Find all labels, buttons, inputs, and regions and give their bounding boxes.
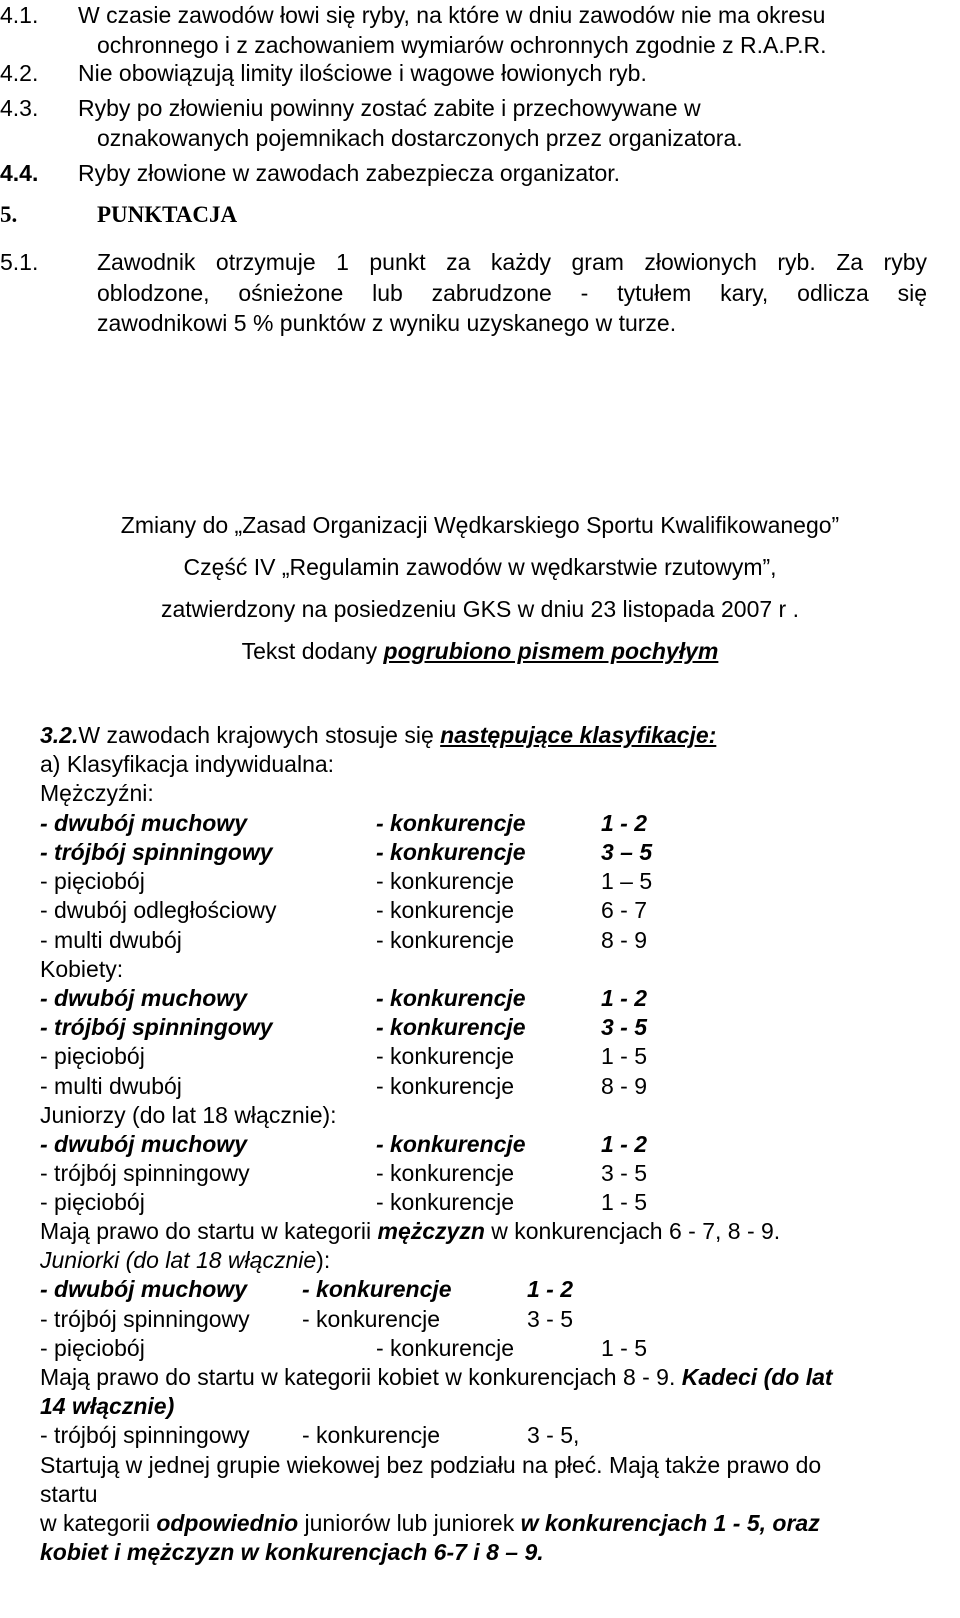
changes-prefix: Tekst dodany xyxy=(241,638,384,664)
changes-line-2: Część IV „Regulamin zawodów w wędkarstwie rzutowym”, xyxy=(183,554,777,580)
note-text: Mają prawo do startu w kategorii xyxy=(40,1218,378,1244)
cadets-row xyxy=(0,1420,960,1450)
juniors-label: Juniorzy (do lat 18 włącznie): xyxy=(40,1102,337,1128)
final-line-4: kobiet i mężczyzn w konkurencjach 6-7 i 8 – 9. xyxy=(40,1539,544,1565)
changes-emphasis: pogrubiono pismem pochyłym xyxy=(383,638,719,664)
cadets-heading-continuation: 14 włącznie) xyxy=(40,1393,175,1419)
competition-range: 1 - 2 xyxy=(601,1131,648,1157)
juniorki-label xyxy=(40,1245,330,1275)
competition-range: 1 - 2 xyxy=(601,985,648,1011)
discipline-name: - multi dwubój xyxy=(40,927,182,953)
item-5-1-line-1: Zawodnik otrzymuje 1 punkt za każdy gram złowionych ryb. Za ryby xyxy=(97,249,927,275)
changes-line-3: zatwierdzony na posiedzeniu GKS w dniu 23 listopada 2007 r . xyxy=(160,596,799,622)
competition-range: 1 - 5 xyxy=(601,1335,648,1361)
competition-range: 3 - 5 xyxy=(601,1014,648,1040)
note-emphasis: mężczyzn xyxy=(377,1218,485,1244)
final-emphasis: odpowiednio xyxy=(156,1510,299,1536)
item-number: 4.3. xyxy=(0,95,39,121)
discipline-name: - dwubój muchowy xyxy=(40,985,247,1011)
juniorki-row xyxy=(0,1274,960,1304)
competition-range: 8 - 9 xyxy=(601,1073,648,1099)
competition-label: - konkurencje xyxy=(376,1335,515,1361)
classification-subtitle: a) Klasyfikacja indywidualna: xyxy=(40,751,335,777)
section-title: PUNKTACJA xyxy=(97,202,238,227)
men-label: Mężczyźni: xyxy=(40,780,154,806)
competition-label: - konkurencje xyxy=(376,897,515,923)
item-number: 4.1. xyxy=(0,2,39,28)
women-row xyxy=(0,1041,960,1071)
label-text: Juniorki (do lat 18 włą xyxy=(40,1247,263,1273)
discipline-name: - pięciobój xyxy=(40,1189,145,1215)
discipline-name: - pięciobój xyxy=(40,868,145,894)
discipline-name: - trójbój spinningowy xyxy=(40,1422,250,1448)
men-row xyxy=(0,808,960,838)
juniorki-row xyxy=(0,1304,960,1334)
competition-label: - konkurencje xyxy=(376,927,515,953)
item-number: 4.2. xyxy=(0,60,39,86)
competition-range: 8 - 9 xyxy=(601,927,648,953)
final-line-3 xyxy=(40,1508,820,1538)
women-row xyxy=(0,983,960,1013)
women-row xyxy=(0,1012,960,1042)
men-row xyxy=(0,925,960,955)
discipline-name: - multi dwubój xyxy=(40,1073,182,1099)
section-number: 5. xyxy=(0,202,18,227)
label-text: cznie xyxy=(262,1247,317,1273)
competition-range: 3 - 5 xyxy=(527,1306,574,1332)
rule-3-2-heading xyxy=(40,720,716,750)
competition-range: 6 - 7 xyxy=(601,897,648,923)
item-text: W czasie zawodów łowi się ryby, na które w dniu zawodów nie ma okresu xyxy=(78,2,826,28)
competition-label: - konkurencje xyxy=(376,985,526,1011)
final-emphasis: w konkurencjach 1 - 5, oraz xyxy=(520,1510,820,1536)
juniors-row xyxy=(0,1129,960,1159)
competition-label: - konkurencje xyxy=(376,810,526,836)
discipline-name: - pięciobój xyxy=(40,1335,145,1361)
competition-range: 1 - 5 xyxy=(601,1189,648,1215)
discipline-name: - dwubój muchowy xyxy=(40,810,247,836)
competition-range: 3 - 5, xyxy=(527,1422,580,1448)
final-line-1: Startują w jednej grupie wiekowej bez podziału na płeć. Mają także prawo do xyxy=(40,1452,822,1478)
competition-range: 1 - 2 xyxy=(601,810,648,836)
rule-number: 3.2. xyxy=(40,722,79,748)
changes-line-1: Zmiany do „Zasad Organizacji Wędkarskiego Sportu Kwalifikowanego” xyxy=(120,512,840,538)
competition-range: 1 – 5 xyxy=(601,868,653,894)
discipline-name: - trójbój spinningowy xyxy=(40,1306,250,1332)
men-row xyxy=(0,895,960,925)
discipline-name: - trójbój spinningowy xyxy=(40,1014,273,1040)
competition-range: 3 - 5 xyxy=(601,1160,648,1186)
competition-range: 1 - 5 xyxy=(601,1043,648,1069)
item-text: Nie obowiązują limity ilościowe i wagowe łowionych ryb. xyxy=(78,60,647,86)
item-text: Ryby złowione w zawodach zabezpiecza organizator. xyxy=(78,160,621,186)
juniors-row xyxy=(0,1187,960,1217)
item-text-continuation: ochronnego i z zachowaniem wymiarów ochronnych zgodnie z R.A.P.R. xyxy=(97,32,827,58)
discipline-name: - pięciobój xyxy=(40,1043,145,1069)
note-text: Mają prawo do startu w kategorii kobiet w konkurencjach 8 - 9. xyxy=(40,1364,682,1390)
item-5-1-number: 5.1. xyxy=(0,249,39,275)
cadets-heading: Kadeci (do lat xyxy=(681,1364,833,1390)
note-text: w konkurencjach 6 - 7, 8 - 9. xyxy=(484,1218,781,1244)
discipline-name: - dwubój muchowy xyxy=(40,1131,247,1157)
juniors-row xyxy=(0,1158,960,1188)
competition-label: - konkurencje xyxy=(302,1306,441,1332)
competition-range: 3 – 5 xyxy=(601,839,653,865)
men-row xyxy=(0,866,960,896)
item-5-1-line-3: zawodnikowi 5 % punktów z wyniku uzyskanego w turze. xyxy=(97,310,677,336)
competition-label: - konkurencje xyxy=(376,868,515,894)
item-text-continuation: oznakowanych pojemnikach dostarczonych przez organizatora. xyxy=(97,125,743,151)
women-label: Kobiety: xyxy=(40,956,124,982)
discipline-name: - dwubój muchowy xyxy=(40,1276,247,1302)
competition-label: - konkurencje xyxy=(302,1276,452,1302)
competition-label: - konkurencje xyxy=(376,1073,515,1099)
juniorki-note xyxy=(40,1362,833,1392)
discipline-name: - dwubój odległościowy xyxy=(40,897,277,923)
women-row xyxy=(0,1071,960,1101)
label-text: ): xyxy=(316,1247,331,1273)
rule-text: W zawodach krajowych stosuje się xyxy=(78,722,441,748)
item-number: 4.4. xyxy=(0,160,39,186)
competition-label: - konkurencje xyxy=(376,1043,515,1069)
item-5-1-line-2: oblodzone, ośnieżone lub zabrudzone - tytułem kary, odlicza się xyxy=(97,280,927,306)
competition-label: - konkurencje xyxy=(376,1014,526,1040)
final-line-2: startu xyxy=(40,1481,98,1507)
competition-label: - konkurencje xyxy=(376,1189,515,1215)
juniors-note xyxy=(40,1216,780,1246)
final-text: juniorów lub juniorek xyxy=(298,1510,521,1536)
men-row xyxy=(0,837,960,867)
item-text: Ryby po złowieniu powinny zostać zabite i przechowywane w xyxy=(78,95,701,121)
competition-label: - konkurencje xyxy=(376,1131,526,1157)
discipline-name: - trójbój spinningowy xyxy=(40,839,273,865)
section-5-heading xyxy=(0,200,238,230)
final-text: w kategorii xyxy=(40,1510,157,1536)
discipline-name: - trójbój spinningowy xyxy=(40,1160,250,1186)
changes-line-4 xyxy=(0,636,960,666)
rule-emphasis: następujące klasyfikacje: xyxy=(440,722,717,748)
juniorki-row xyxy=(0,1333,960,1363)
competition-label: - konkurencje xyxy=(376,1160,515,1186)
competition-label: - konkurencje xyxy=(376,839,526,865)
competition-label: - konkurencje xyxy=(302,1422,441,1448)
competition-range: 1 - 2 xyxy=(527,1276,574,1302)
